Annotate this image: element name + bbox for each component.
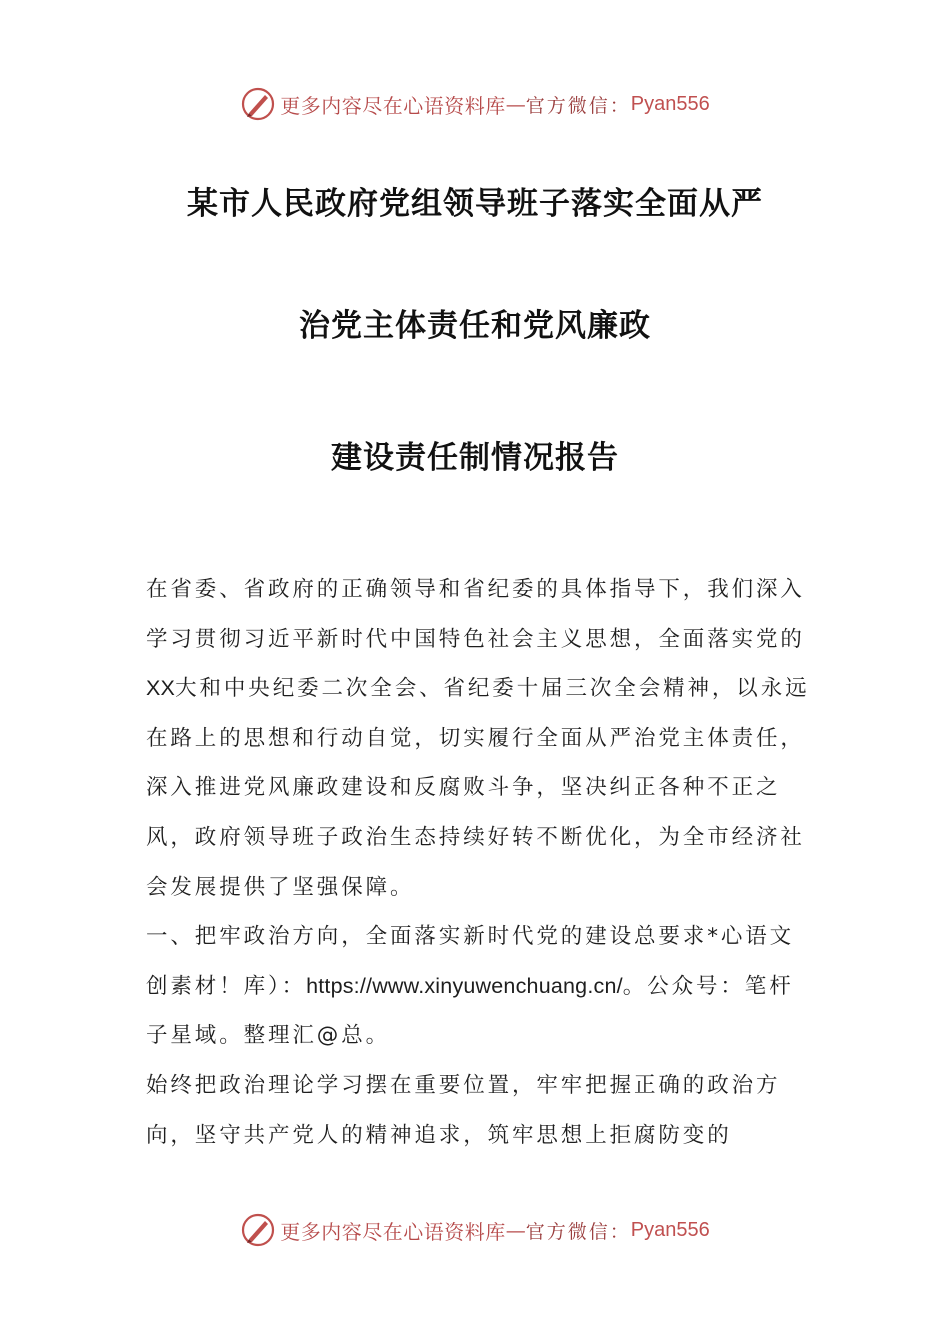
paragraph-intro xyxy=(146,565,816,912)
paragraph-intro-xx: XX xyxy=(146,676,176,701)
document-title-line-2: 治党主体责任和党风廉政 xyxy=(299,308,651,344)
banner-brand-text: 更多内容尽在心语资料库 xyxy=(280,93,506,118)
section-1-heading-text: 一、把牢政治方向，全面落实新时代党的建设总要求*心语文创素材！库）： xyxy=(146,924,795,999)
document-body xyxy=(146,565,816,1160)
banner-wechat-label: 官方微信： xyxy=(525,1220,631,1243)
pen-logo-icon xyxy=(240,1212,276,1248)
banner-wechat-label: 官方微信： xyxy=(525,94,631,117)
section-1-heading-tail: 。公众号：笔杆子星域。整理汇@总。 xyxy=(146,973,794,1049)
banner-wechat-id: Pyan556 xyxy=(630,1218,710,1241)
banner-dash: — xyxy=(505,92,526,116)
header-banner xyxy=(0,82,950,126)
document-title-line-3: 建设责任制情况报告 xyxy=(331,440,619,476)
paragraph-section-1-heading xyxy=(146,912,816,1061)
footer-banner xyxy=(0,1208,950,1252)
pen-logo-icon xyxy=(240,86,276,122)
section-1-url: https://www.xinyuwenchuang.cn/ xyxy=(306,973,623,998)
paragraph-intro-part1: 在省委、省政府的正确领导和省纪委的具体指导下，我们深入学习贯彻习近平新时代中国特色社会主义思想，全面落实党的 xyxy=(146,577,805,652)
paragraph-section-1-body: 始终把政治理论学习摆在重要位置，牢牢把握正确的政治方向，坚守共产党人的精神追求，筑牢思想上拒腐防变的 xyxy=(146,1072,781,1148)
paragraph-intro-part2: 大和中央纪委二次全会、省纪委十届三次全会精神，以永远在路上的思想和行动自觉，切实履行全面从严治党主体责任，深入推进党风廉政建设和反腐败斗争，坚决纠正各种不正之风，政府领导班子政治生态持续好转不断优化，为全市经济社会发展提供了坚强保障。 xyxy=(146,676,810,900)
banner-dash: — xyxy=(505,1218,526,1242)
banner-brand-text: 更多内容尽在心语资料库 xyxy=(280,1219,506,1244)
document-title-line-1: 某市人民政府党组领导班子落实全面从严 xyxy=(187,186,763,222)
banner-wechat-id: Pyan556 xyxy=(630,92,710,115)
